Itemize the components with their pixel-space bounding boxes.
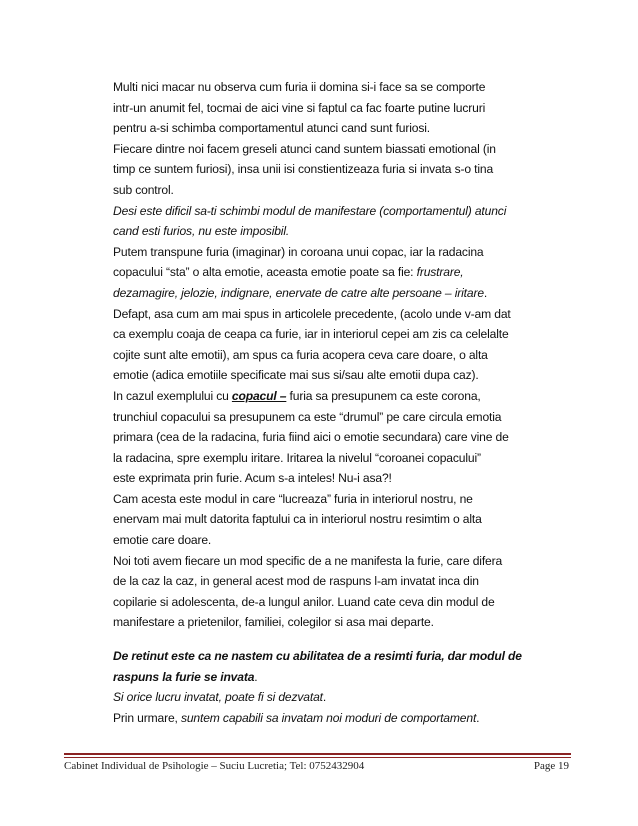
paragraph-tree-example bbox=[113, 386, 568, 489]
text-line: cojite sunt alte emotii), am spus ca furia acopera ceva care doare, o alta bbox=[113, 347, 488, 362]
footer-divider bbox=[64, 753, 571, 755]
paragraph-learned-response bbox=[113, 551, 568, 633]
text-line: copilarie si adolescenta, de-a lungul anilor. Luand cate ceva din modul de bbox=[113, 594, 495, 609]
paragraph-tree-metaphor bbox=[113, 242, 568, 304]
text-line: primara (cea de la radacina, furia fiind aici o emotie secundara) care vine de bbox=[113, 430, 509, 445]
footer-divider-thin bbox=[64, 757, 571, 758]
text-line bbox=[113, 283, 568, 304]
text-line: Fiecare dintre noi facem greseli atunci cand suntem biassati emotional (in bbox=[113, 141, 496, 156]
paragraph-mistakes bbox=[113, 139, 568, 201]
paragraph-onion bbox=[113, 304, 568, 386]
bold-italic-run: raspuns la furie se invata bbox=[113, 669, 255, 684]
text-line: emotie (adica emotiile specificate mai sus si/sau alte emotii dupa caz). bbox=[113, 368, 479, 383]
paragraph-unlearn bbox=[113, 687, 568, 708]
text-line: la radacina, spre exemplu iritare. Iritarea la nivelul “coroanei copacului” bbox=[113, 450, 481, 465]
paragraph-how-it-works bbox=[113, 489, 568, 551]
text-run: Prin urmare, bbox=[113, 710, 181, 725]
paragraph-observe bbox=[113, 77, 568, 139]
text-run: In cazul exemplului cu bbox=[113, 388, 232, 403]
paragraph-conclusion bbox=[113, 708, 568, 729]
text-line: Defapt, asa cum am mai spus in articolele precedente, (acolo unde v-am dat bbox=[113, 306, 511, 321]
text-line: sub control. bbox=[113, 182, 174, 197]
italic-emotion-list: frustrare, bbox=[416, 265, 464, 280]
text-line: trunchiul copacului sa presupunem ca este “drumul” pe care circula emotia bbox=[113, 409, 502, 424]
italic-emotion-list: dezamagire, jelozie, indignare, enervate de catre alte persoane – iritare bbox=[113, 285, 484, 300]
text-run: furia sa presupunem ca este corona, bbox=[286, 388, 481, 403]
text-line bbox=[113, 667, 568, 688]
italic-run: Si orice lucru invatat, poate fi si dezvatat bbox=[113, 690, 323, 705]
text-line bbox=[113, 687, 568, 708]
text-line: Cam acesta este modul in care “lucreaza” furia in interiorul nostru, ne bbox=[113, 491, 473, 506]
text-line: enervam mai mult datorita faptului ca in interiorul nostru resimtim o alta bbox=[113, 512, 482, 527]
text-line: pentru a-si schimba comportamentul atunci cand sunt furiosi. bbox=[113, 121, 431, 136]
text-line bbox=[113, 386, 568, 407]
text-line: manifestare a prietenilor, familiei, colegilor si asa mai departe. bbox=[113, 615, 434, 630]
body-text bbox=[113, 77, 568, 728]
text-line: este exprimata prin furie. Acum s-a inteles! Nu-i asa?! bbox=[113, 471, 392, 486]
text-line: intr-un anumit fel, tocmai de aici vine si faptul ca fac foarte putine lucruri bbox=[113, 100, 486, 115]
text-line: Noi toti avem fiecare un mod specific de a ne manifesta la furie, care difera bbox=[113, 553, 503, 568]
paragraph-key-takeaway bbox=[113, 646, 568, 687]
footer-contact: Cabinet Individual de Psihologie – Suciu Lucretia; Tel: 0752432904 bbox=[64, 760, 365, 772]
text-line bbox=[113, 262, 568, 283]
text-run: . bbox=[476, 710, 480, 725]
text-line: emotie care doare. bbox=[113, 533, 212, 548]
text-line: Multi nici macar nu observa cum furia ii domina si-i face sa se comporte bbox=[113, 80, 486, 94]
emphasis-copacul: copacul – bbox=[231, 388, 287, 403]
text-run: . bbox=[483, 285, 488, 300]
text-line: timp ce suntem furiosi), insa unii isi constientizeaza furia si invata s-o tina bbox=[113, 162, 494, 177]
paragraph-difficult-italic bbox=[113, 201, 568, 242]
page-number: Page 19 bbox=[533, 760, 569, 772]
text-line bbox=[113, 708, 568, 729]
text-line: de la caz la caz, in general acest mod de raspuns l-am invatat inca din bbox=[113, 574, 479, 589]
text-line: ca exemplu coaja de ceapa ca furie, iar in interiorul cepei am zis ca celelalte bbox=[113, 327, 509, 342]
text-run: . bbox=[254, 669, 258, 684]
italic-run: suntem capabili sa invatam noi moduri de comportament bbox=[180, 710, 477, 725]
text-run: copacului “sta” o alta emotie, aceasta emotie poate sa fie: bbox=[113, 265, 417, 280]
text-line: De retinut este ca ne nastem cu abilitatea de a resimti furia, dar modul de bbox=[113, 649, 522, 664]
text-line: cand esti furios, nu este imposibil. bbox=[113, 224, 290, 239]
text-line: Desi este dificil sa-ti schimbi modul de manifestare (comportamentul) atunci bbox=[113, 203, 507, 218]
text-run: . bbox=[322, 690, 327, 705]
text-line: Putem transpune furia (imaginar) in coroana unui copac, iar la radacina bbox=[113, 244, 484, 259]
